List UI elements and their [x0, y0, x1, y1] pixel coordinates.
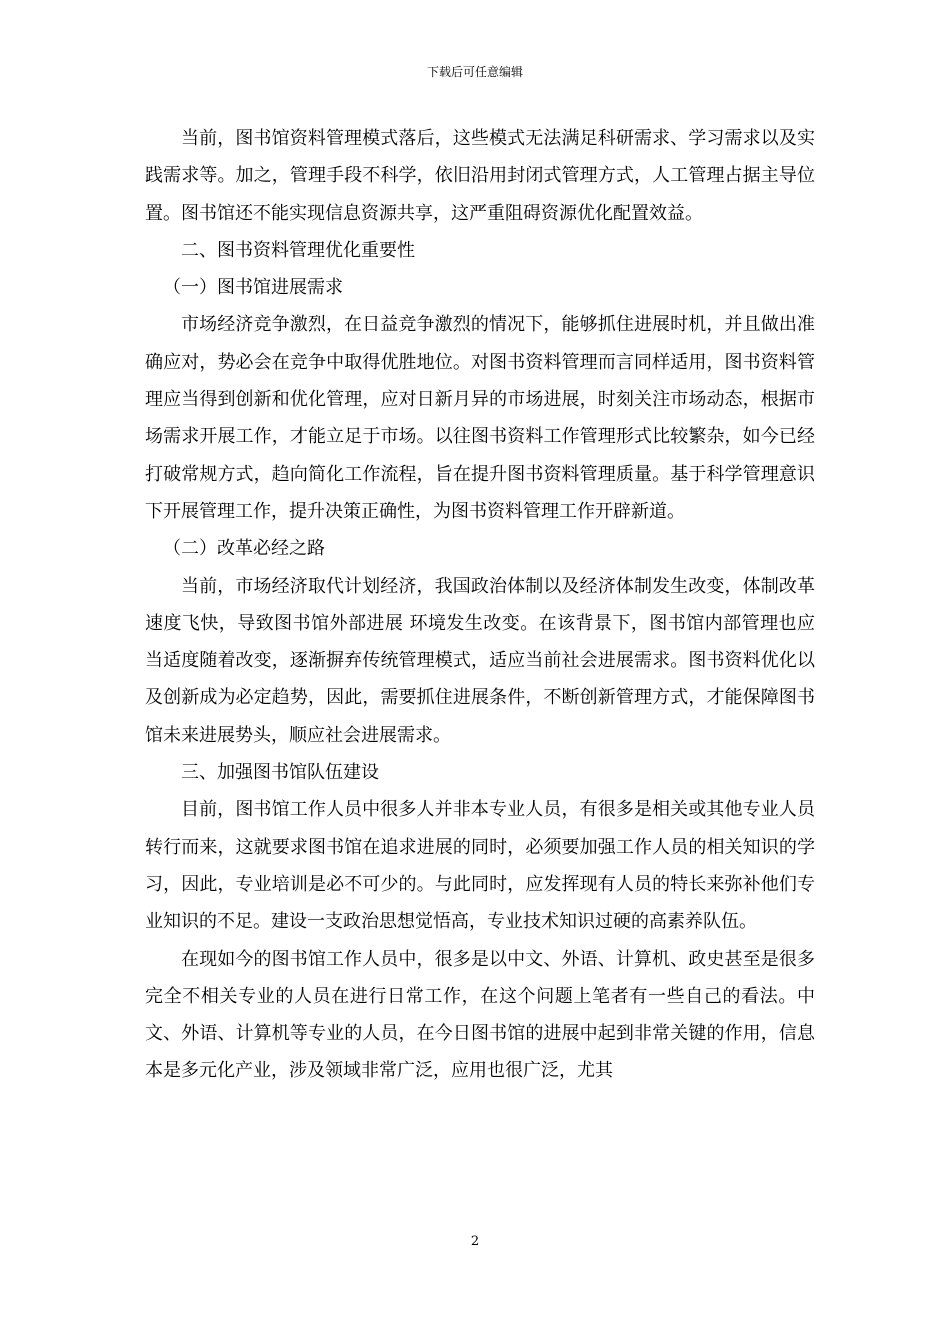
header-note: 下载后可任意编辑 — [426, 65, 523, 79]
section-heading-optimization-importance: 二、图书资料管理优化重要性 — [181, 239, 415, 261]
paragraph-staff-training: 目前，图书馆工作人员中很多人并非本专业人员，有很多是相关或其他专业人员转行而来，这就要求图书馆在追求进展的同时，必须要加强工作人员的相关知识的学习，因此，专业培训是必不可少的。与此同时，应发挥现有人员的特长来弥补他们专业知识的不足。建设一支政治思想觉悟高，专业技术知识过硬的高素养队伍。 — [145, 799, 815, 933]
paragraph-current-status: 当前，图书馆资料管理模式落后，这些模式无法满足科研需求、学习需求以及实践需求等。加之，管理手段不科学，依旧沿用封闭式管理方式，人工管理占据主导位置。图书馆还不能实现信息资源共享，这严重阻碍资源优化配置效益。 — [145, 128, 815, 224]
paragraph-market-competition: 市场经济竞争激烈，在日益竞争激烈的情况下，能够抓住进展时机，并且做出准确应对，势必会在竞争中取得优胜地位。对图书资料管理而言同样适用，图书资料管 理应当得到创新和优化管理，应对日新月异的市场进展，时刻关注市场动态，根据市场需求开展工作，才能立足于市场。以往图书资料工作管理形式比较繁杂，如今已经打破常规方式，趋向简化工作流程，旨在提升图书资料管理质量。基于科学管理意识下开展管理工作，提升决策正确性，为图书资料管理工作开辟新道。 — [145, 314, 815, 522]
section-heading-team-building: 三、加强图书馆队伍建设 — [181, 762, 379, 784]
paragraph-reform: 当前，市场经济取代计划经济，我国政治体制以及经济体制发生改变，体制改革速度飞快，导致图书馆外部进展 环境发生改变。在该背景下，图书馆内部管理也应当适度随着改变，逐渐摒弃传统管理模式，适应当前社会进展需求。图书资料优化以及创新成为必定趋势，因此，需要抓住进展条件，不断创新管理方式，才能保障图书馆未来进展势头，顺应社会进展需求。 — [145, 575, 815, 746]
subsection-heading-reform-path: （二）改革必经之路 — [163, 538, 325, 560]
paragraph-staff-backgrounds: 在现如今的图书馆工作人员中，很多是以中文、外语、计算机、政史甚至是很多完全不相关专业的人员在进行日常工作，在这个问题上笔者有一些自己的看法。中文、外语、计算机等专业的人员，在今日图书馆的进展中起到非常关键的作用，信息本是多元化产业，涉及领域非常广泛，应用也很广泛，尤其 — [145, 948, 815, 1082]
page-number: 2 — [470, 1234, 480, 1249]
document-body — [145, 120, 815, 1090]
subsection-heading-library-needs: （一）图书馆进展需求 — [163, 277, 343, 299]
